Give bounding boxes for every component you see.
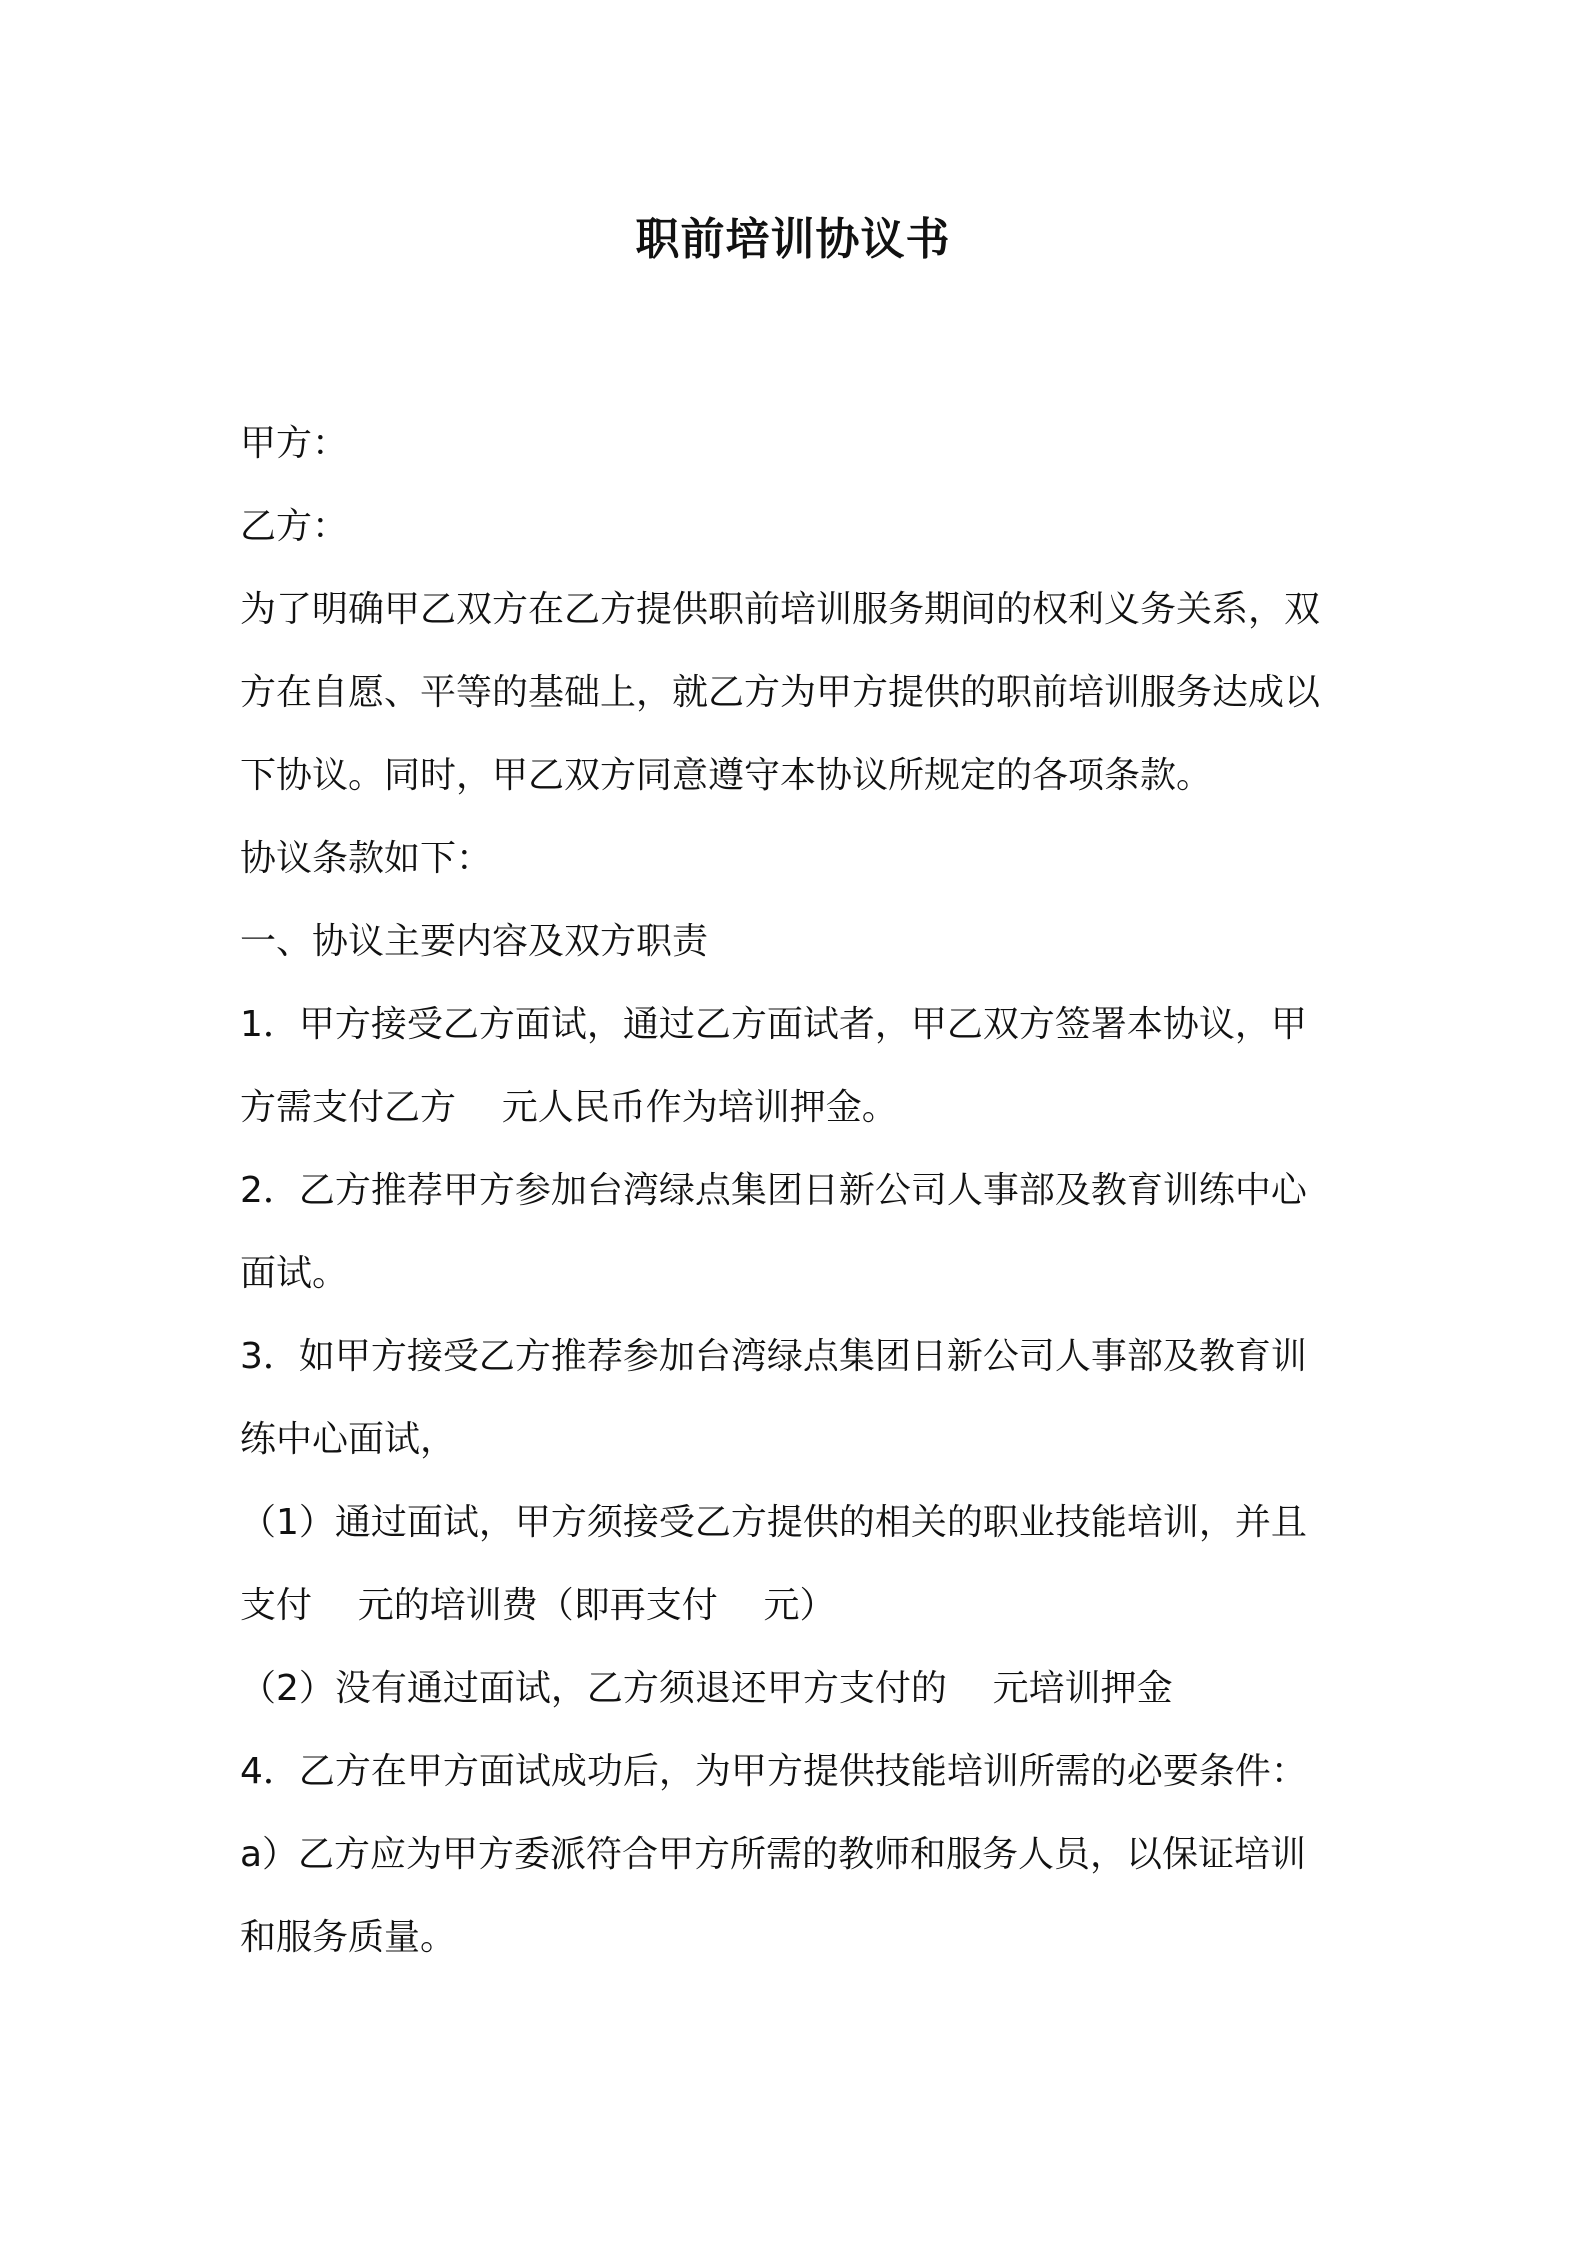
clause-1-line-2: 方需支付乙方 元人民币作为培训押金。 <box>240 1087 898 1128</box>
clause-2-line-2: 面试。 <box>240 1253 349 1294</box>
document-body <box>240 402 1354 1979</box>
document-title: 职前培训协议书 <box>635 214 951 265</box>
clause-3-line-2: 练中心面试， <box>240 1419 457 1460</box>
clause-4-line-1: 4．乙方在甲方面试成功后，为甲方提供技能培训所需的必要条件： <box>240 1751 1307 1792</box>
section-heading-1: 一、协议主要内容及双方职责 <box>240 921 709 962</box>
clause-2-line-1: 2．乙方推荐甲方参加台湾绿点集团日新公司人事部及教育训练中心 <box>240 1170 1307 1211</box>
clause-3-item-1-line-1: （1）通过面试，甲方须接受乙方提供的相关的职业技能培训，并且 <box>240 1502 1307 1543</box>
clause-4-item-a-line-2: 和服务质量。 <box>240 1917 457 1958</box>
preamble-line-3: 下协议。同时，甲乙双方同意遵守本协议所规定的各项条款。 <box>240 755 1213 796</box>
clause-3-line-1: 3．如甲方接受乙方推荐参加台湾绿点集团日新公司人事部及教育训 <box>240 1336 1307 1377</box>
clause-3-item-1-line-2: 支付 元的培训费（即再支付 元） <box>240 1585 836 1626</box>
clause-4-item-a-line-1: a）乙方应为甲方委派符合甲方所需的教师和服务人员，以保证培训 <box>240 1834 1307 1875</box>
preamble-line-2: 方在自愿、平等的基础上，就乙方为甲方提供的职前培训服务达成以 <box>240 672 1321 713</box>
party-b-line: 乙方： <box>240 506 349 547</box>
clause-1-line-1: 1．甲方接受乙方面试，通过乙方面试者，甲乙双方签署本协议，甲 <box>240 1004 1307 1045</box>
terms-heading: 协议条款如下： <box>240 838 493 879</box>
party-a-line: 甲方： <box>240 423 349 464</box>
preamble-line-1: 为了明确甲乙双方在乙方提供职前培训服务期间的权利义务关系，双 <box>240 589 1321 630</box>
clause-3-item-2: （2）没有通过面试，乙方须退还甲方支付的 元培训押金 <box>240 1668 1173 1709</box>
